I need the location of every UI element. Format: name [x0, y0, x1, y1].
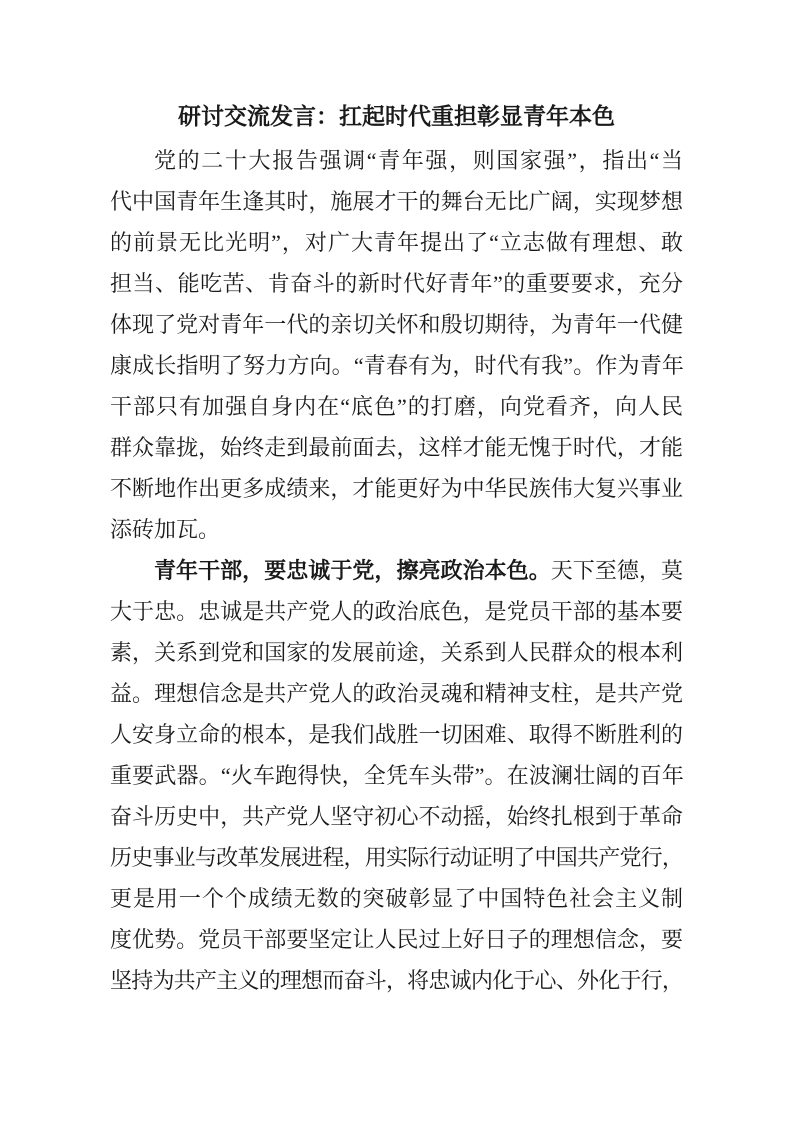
text-run: 历史事业与改革发展进程，用实际行动证明了中国共产党行，	[110, 845, 683, 870]
text-line	[110, 427, 683, 468]
text-run: 的前景无比光明”，对广大青年提出了“立志做有理想、敢	[110, 230, 683, 255]
text-run: 益。理想信念是共产党人的政治灵魂和精神支柱，是共产党	[110, 681, 683, 706]
text-run: 人安身立命的根本，是我们战胜一切困难、取得不断胜利的	[110, 722, 683, 747]
text-run: 体现了党对青年一代的亲切关怀和殷切期待，为青年一代健	[110, 312, 683, 337]
text-line	[110, 591, 683, 632]
text-line	[110, 304, 683, 345]
text-line	[110, 878, 683, 919]
text-run: 党的二十大报告强调“青年强，则国家强”，指出“当	[154, 148, 683, 173]
text-line	[110, 632, 683, 673]
text-line	[110, 509, 683, 550]
document-body	[110, 140, 683, 1001]
text-line	[110, 755, 683, 796]
bold-text-run: 青年干部，要忠诚于党，擦亮政治本色。	[154, 558, 551, 583]
text-run: 干部只有加强自身内在“底色”的打磨，向党看齐，向人民	[110, 394, 683, 419]
text-run: 重要武器。“火车跑得快，全凭车头带”。在波澜壮阔的百年	[110, 763, 683, 788]
text-line	[110, 386, 683, 427]
text-run: 更是用一个个成绩无数的突破彰显了中国特色社会主义制	[110, 886, 683, 911]
text-run: 度优势。党员干部要坚定让人民过上好日子的理想信念，要	[110, 927, 683, 952]
text-run: 天下至德，莫	[550, 558, 683, 583]
text-run: 康成长指明了努力方向。“青春有为，时代有我”。作为青年	[110, 353, 683, 378]
text-line	[110, 468, 683, 509]
text-line	[110, 673, 683, 714]
text-run: 代中国青年生逢其时，施展才干的舞台无比广阔，实现梦想	[110, 189, 683, 214]
text-line	[110, 796, 683, 837]
text-line	[110, 960, 683, 1001]
text-line	[110, 837, 683, 878]
text-run: 担当、能吃苦、肯奋斗的新时代好青年”的重要要求，充分	[110, 271, 683, 296]
text-line	[110, 181, 683, 222]
text-line	[110, 140, 683, 181]
text-line	[110, 714, 683, 755]
text-line	[110, 919, 683, 960]
text-line	[110, 222, 683, 263]
text-run: 奋斗历史中，共产党人坚守初心不动摇，始终扎根到于革命	[110, 804, 683, 829]
document-title: 研讨交流发言：扛起时代重担彰显青年本色	[178, 104, 615, 129]
text-line	[110, 263, 683, 304]
text-run: 大于忠。忠诚是共产党人的政治底色，是党员干部的基本要	[110, 599, 683, 624]
text-run: 素，关系到党和国家的发展前途，关系到人民群众的根本利	[110, 640, 683, 665]
text-run: 不断地作出更多成绩来，才能更好为中华民族伟大复兴事业	[110, 476, 683, 501]
document-content	[110, 96, 683, 1001]
text-line	[110, 345, 683, 386]
text-run: 坚持为共产主义的理想而奋斗，将忠诚内化于心、外化于行，	[110, 968, 683, 993]
text-run: 添砖加瓦。	[110, 517, 221, 542]
text-line	[110, 550, 683, 591]
text-run: 群众靠拢，始终走到最前面去，这样才能无愧于时代，才能	[110, 435, 683, 460]
